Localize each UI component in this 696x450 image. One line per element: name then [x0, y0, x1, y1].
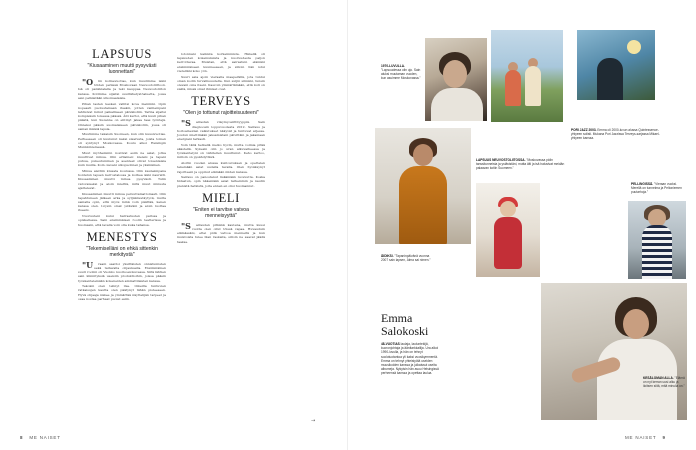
caption-label: ÄIDIKSI.	[381, 254, 394, 258]
caption-text: "Lapsuudessa olin ujo. Sain aluksi muutaman vuoden, kun asuimme Moskovassa."	[381, 68, 421, 81]
page-number: 8	[20, 435, 24, 440]
caption-label: KESÄLOMAN ALLA.	[643, 376, 674, 380]
section-title-lapsuus: LAPSUUS	[92, 47, 152, 61]
paragraph: "Sairastan viisymyosiittityyppiä. Sain diagnoosin loppuvuodesta 2012. Sairaus ja hoitoaineiden vaikutukset näkyvät ja tuntuvat arjessa. Joudun miettimään jaksamistani päivittäin ja jakamaan energiani tarkasti.	[177, 118, 265, 142]
section-title-mieli: MIELI	[202, 190, 240, 205]
photo-beach	[577, 30, 655, 100]
section-subtitle-lapsuus: "Kiusaaminen muutti pysyvästi luonnettani"	[87, 63, 157, 75]
profile-bio	[381, 342, 443, 376]
caption-1970s	[381, 64, 421, 80]
section-subtitle-mieli: "Eniten ei tarvitse vatvoa menneisyyttä"	[193, 206, 249, 219]
paragraph: Tekoäni olen tehnyt itse. Oikeilta tuntuvien ratkaisujen kautta olen päätynyt tähän pisteeseen. Hyvä ohjaaja näkee ja ymmärtää näyttelijän tarpeet ja osaa nostaa parhaat puolet esiin.	[78, 284, 166, 301]
photo-figure	[505, 70, 521, 106]
paragraph: Aloitin vuoden alussa kuntoutuksen ja opettelen tekemään asiat uudella tavalla. Olen hyväksynyt rajoitteeni ja oppinut elämään niiden kanssa.	[177, 161, 265, 174]
section-title-menestys: MENESTYS	[86, 229, 158, 244]
photo-pori-jazz	[491, 30, 563, 122]
profile-bio-label: 48-VUOTIAS	[381, 342, 400, 346]
photo-figure	[525, 66, 541, 106]
paragraph: Voin tällä hetkellä melko hyvin, mutta voimia pitää säästellä. Sykesin olin jo uran alkuvaiheessa ja työskentelyni on vähitellen muuttunut. Keho kertoo, milloin on pysähdyttävä.	[177, 142, 265, 160]
left-column-b	[177, 52, 265, 245]
photo-figure	[627, 40, 641, 54]
profile-bio-text: laulaja, lauluntekijä, kuoronjohtaja ja äänitarkkailija. Ura alkoi 1990-luvulla, ja hän on tehnyt soolotuotantoa yli kaksi vuosikymmentä. Emma on tehnyt yhteistyötä useiden muusikoiden kanssa ja julkaissut useita albumeja. Nykyisin hän asuu Helsingissä perheensä kanssa ja opettaa laulua.	[381, 342, 439, 376]
left-folio	[14, 435, 61, 440]
photo-figure	[642, 225, 672, 279]
paragraph: Pihan lasten kesken vallitsi kova meininki. Opin nopeasti puolustamaan itseäni, jotten vanhempani lahtisivat minut paikalliseen päiväkotiin. Tarina sijaitsi kompleksin toisessa päässä. Äiti kertoi, että kuuli pihan päästä, kun Suzanne on ehtinyt jakaa taas lyöntejä. Onneksi pääsin suomalaiseen päiväkotiin, jossa oli saman ikäisiä lapsia.	[78, 101, 166, 131]
photo-figure	[443, 60, 467, 88]
caption-label: PORI JAZZ 2003.	[571, 128, 597, 132]
right-folio	[625, 435, 672, 440]
paragraph: Minua alettiin kiusata koulussa. Olin kauneimpana hoidetun lapsen kerrostalossa ja korkea ääni nauratti. Kiusaaminen muutti minua pysyvästi. Tulin varovaiseksi ja aloin miettiä, mitä muut minusta ajattelevat.	[78, 169, 166, 190]
caption-pellinki	[631, 182, 687, 194]
magazine-name: ME NAISET	[29, 435, 61, 440]
paragraph: Nuoruuteni kului harrastusten parissa ja opiskellessa. Sain ensimmäisen roolin teatterissa ja huomasin, että lavalla voin olla kuka tahansa.	[78, 214, 166, 227]
photo-pregnancy	[375, 128, 471, 244]
left-column-a	[78, 44, 166, 303]
photo-childhood-moscow	[476, 183, 540, 277]
photo-figure	[623, 309, 649, 339]
profile-block	[381, 312, 443, 376]
paragraph: "Uraani saattoi yksittäisten onnistumisten sekä taitavalla ohjauksella. Ensimmäinen suuri roolini oli Vuokko nuorisoelokuvassa. Siitä lähtien sain kiinnityksiä useisiin produktioihin, joissa pääsin työskentelemään kokeneiden ammattilaisten kanssa.	[78, 259, 166, 283]
caption-lapsuus	[476, 158, 566, 170]
page-number: 9	[662, 435, 666, 440]
caption-label: PELLINGISSÄ.	[631, 182, 654, 186]
photo-1970s	[425, 38, 487, 121]
section-subtitle-menestys: "Tekemiselläni on ehkä sittenkin merkitystä"	[85, 245, 159, 258]
profile-name: Emma Salokoski	[381, 311, 429, 338]
photo-figure	[397, 136, 449, 244]
section-subtitle-terveys: "Olen jo tottunut rajoitteisuuteeni"	[183, 110, 259, 117]
caption-text: "Moskovassa pidin tanssitunneista ja ystävistäni, mutta äiti ja isä halusivat meidän palaavan kotiin Suomeen."	[476, 158, 565, 171]
caption-kesaloma	[643, 376, 687, 388]
paragraph: Kiusaaminen muutti minua peruuttamattomasti. Olin tapahtuneen jälkeen arka ja syrjäänvetäytyvä, mutta samalla opin, että myös minä voin päättää, kenen kanssa olen. Löysin omat ystäväni ja aloin luottaa itseeni.	[78, 191, 166, 213]
photo-figure	[597, 58, 623, 100]
paragraph: Muut myöhemmin nostivat esiin ne asiat, jotka muuttivat minua. Olin erilainen: kieleni ja tapani puhua, pukeutuminen ja asenteet olivat toisenlaisia kuin muilla. Koin olevani ulkopuolinen ja yksinäinen.	[78, 150, 166, 168]
paragraph: "Olin kolmevuotias, kun muutimme isäni töiden perässä Moskovaan Neuvostoliittoon. Isä oli pankkialalla ja teki kauppaa Neuvostoliiton kanssa. Kotimme sijaitsi suurlähetystöaluetta, jossa asui pelkästään ulkomaalaisia.	[78, 77, 166, 100]
photo-pellinki	[628, 201, 686, 279]
paragraph: Muutimme takaisin Suomeen, kun olin kuusivuotias. Perheeseen oli kuulunut kaksi sisarusta, joista toinen oli syntynyt Moskovassa. Koulu alkoi Helsingin Munkkiniemessä.	[78, 132, 166, 150]
caption-aidiksi	[381, 254, 435, 262]
magazine-name: ME NAISET	[625, 435, 657, 440]
caption-text: "Elämä on nyt kerran uusi alku ja iloitsen siitä, mitä minulla on."	[643, 376, 685, 389]
caption-label: 1970-LUVULLA.	[381, 64, 405, 68]
caption-text: Emma oli 2000-luvun alussa Quintessence-yhtyeen solisti. Mukana Pori Jazzissa Terveys-sarjassa Mikael-yhtyeen kanssa.	[571, 128, 660, 141]
caption-text: "Tapaninpäivänä vuonna 2007 sain lapsen, Alma sai nimen."	[381, 254, 431, 263]
paragraph: Sairaus on panostanut lisäämään luovuutta. Koska hidastun, opin näkemään asiat tarkemmin ja nautin pienistä hetkistä, joita ennen en olisi huomannut.	[177, 175, 265, 188]
section-title-terveys: TERVEYS	[191, 94, 251, 109]
paragraph: lotonnani kaikista korkeimmista. Hänellä oli lapsuuden kokemuksista ja nuoruudesta paljon kerrottavaa. Muistan, että sairastuin elämäni ensimmäiseen kuumeeseen, ja silloin hän istui vierelläni koko yön.	[177, 52, 265, 73]
paragraph: Suuri asia ajoin vieraalla maaperällä, jota tuntui oman kodin turvallisuudelta. Kun suljin silmäni, tunsin olevani oma itseni. Kasvoin ymmärtämään, että koti on siellä, missä omat ihmiset ovat.	[177, 74, 265, 92]
continue-arrow-icon: →	[311, 418, 316, 424]
photo-figure	[431, 88, 483, 121]
photo-figure	[494, 201, 522, 271]
caption-pori-jazz	[571, 128, 661, 140]
paragraph: "Sairauden pitkänä kautena, mutta kuusi vuotta olen ollut töissä vapaa. Huvauduin elämässäni, ettei pidä vatvoa menneitä ja kun muistoista tulee liian raskaita, silloin ne saavat jäädä taakse.	[177, 220, 265, 244]
caption-text: "Vieraan vuoksi. Merellä on tunnelma ja Peltoniemen puutarhoja."	[631, 182, 682, 195]
photo-summer	[541, 283, 687, 420]
caption-label: LAPSUUS NEUVOSTOLIITOSSA.	[476, 158, 526, 162]
